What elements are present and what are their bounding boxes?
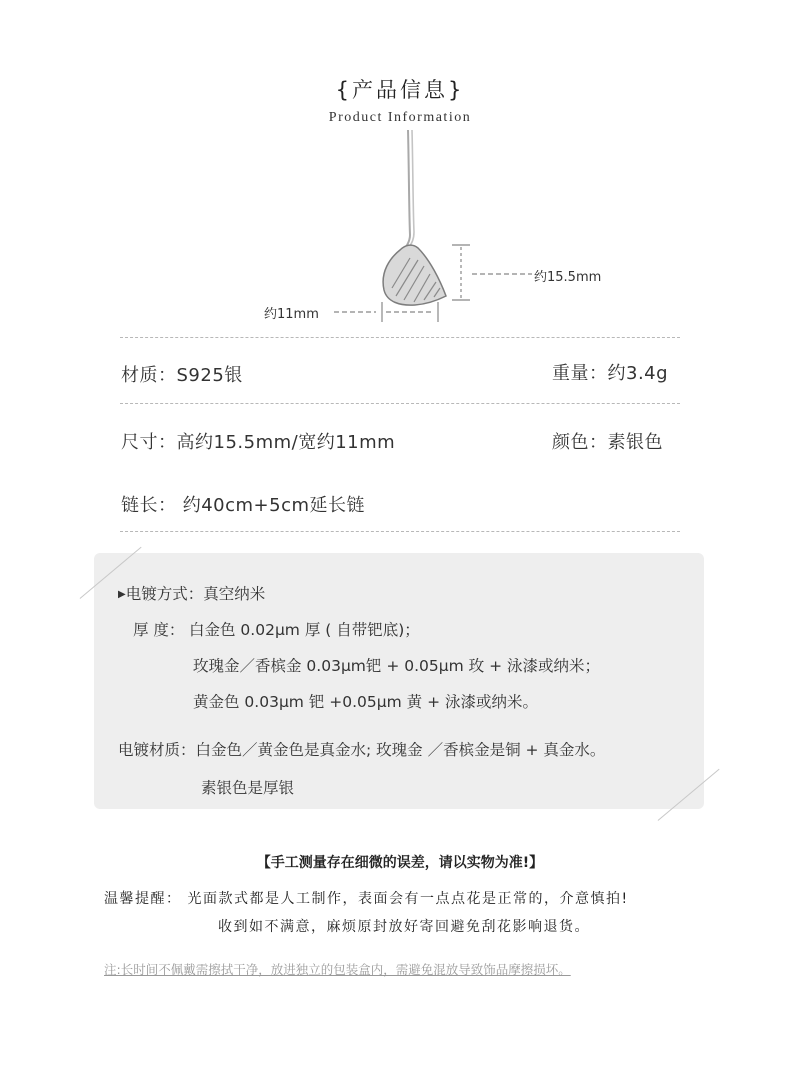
measurement-note: 【手工测量存在细微的误差，请以实物为准!】	[256, 855, 544, 871]
plating-material-line: 电镀材质：白金色／黄金色是真金水; 玫瑰金 ／香槟金是铜 + 真金水。	[118, 741, 606, 759]
height-dimension-label: 约15.5mm	[534, 270, 602, 285]
spec-size: 尺寸：高约15.5mm/宽约11mm	[121, 432, 396, 453]
divider	[120, 531, 680, 532]
leaf-pendant-icon	[383, 245, 446, 305]
section-title: {产品信息}	[335, 78, 465, 102]
plating-material-line: 素银色是厚银	[201, 779, 295, 797]
spec-chain-length: 链长： 约40cm+5cm延长链	[121, 495, 366, 516]
spec-material: 材质：S925银	[121, 365, 243, 386]
section-subtitle: Product Information	[328, 110, 472, 125]
plating-thickness-label: 厚 度：	[133, 621, 185, 639]
plating-thickness-line: 白金色 0.02μm 厚 ( 自带钯底)；	[189, 621, 420, 639]
spec-color: 颜色：素银色	[552, 432, 663, 453]
care-footnote: 注:长时间不佩戴需擦拭干净，放进独立的包装盒内，需避免混放导致饰品摩擦损坏。	[104, 962, 571, 977]
plating-thickness-line: 玫瑰金／香槟金 0.03μm钯 + 0.05μm 玫 + 泳漆或纳米；	[193, 657, 600, 675]
plating-thickness-line: 黄金色 0.03μm 钯 +0.05μm 黄 + 泳漆或纳米。	[193, 693, 538, 711]
divider	[120, 337, 680, 338]
reminder-line: 收到如不满意，麻烦原封放好寄回避免刮花影响退货。	[218, 919, 590, 935]
triangle-bullet-icon: ▶	[118, 589, 126, 600]
width-dimension-label: 约11mm	[264, 307, 319, 322]
divider	[120, 403, 680, 404]
reminder-line: 温馨提醒： 光面款式都是人工制作，表面会有一点点花是正常的，介意慎拍!	[104, 891, 629, 907]
plating-method: ▶电镀方式：真空纳米	[118, 585, 266, 603]
width-dimension-marker	[332, 300, 444, 326]
spec-weight: 重量：约3.4g	[552, 363, 669, 384]
